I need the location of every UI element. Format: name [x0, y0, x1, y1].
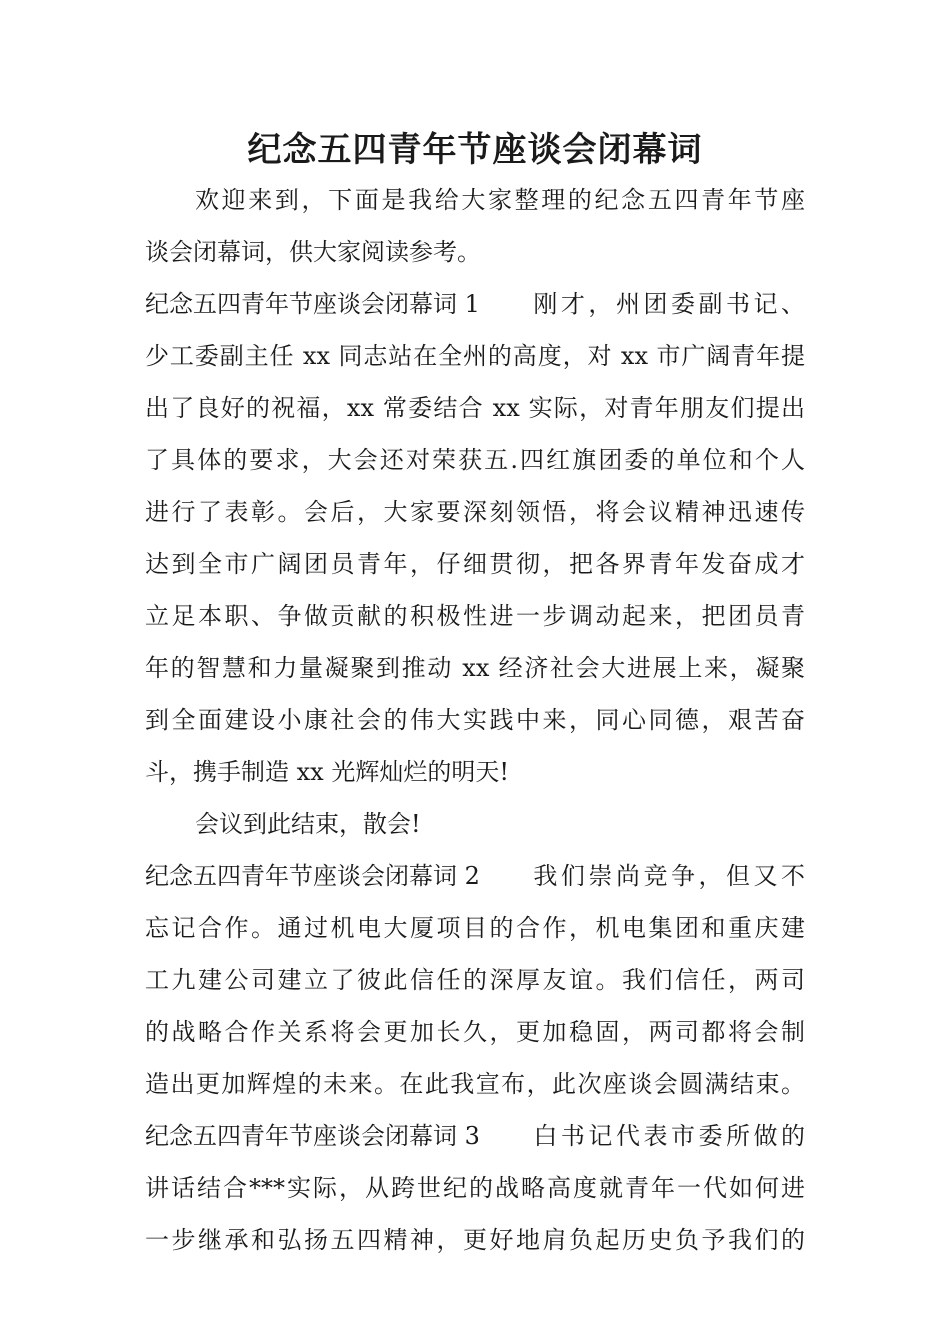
paragraph-line: 少工委副主任 xx 同志站在全州的高度，对 xx 市广阔青年提: [145, 342, 805, 370]
paragraph-line: 了具体的要求，大会还对荣获五.四红旗团委的单位和个人: [145, 446, 805, 474]
paragraph-line: 出了良好的祝福，xx 常委结合 xx 实际，对青年朋友们提出: [145, 394, 805, 422]
paragraph-line: 忘记合作。通过机电大厦项目的合作，机电集团和重庆建: [145, 914, 805, 942]
paragraph-line: 进行了表彰。会后，大家要深刻领悟，将会议精神迅速传: [145, 498, 805, 526]
section-heading-line: [145, 1110, 805, 1162]
section-heading: 纪念五四青年节座谈会闭幕词 2: [145, 862, 480, 890]
paragraph-line: 斗，携手制造 xx 光辉灿烂的明天!: [145, 758, 509, 786]
paragraph-text: 白书记代表市委所做的: [529, 1122, 805, 1150]
paragraph-text: 我们崇尚竞争，但又不: [529, 862, 805, 890]
paragraph-line: 会议到此结束，散会!: [195, 810, 421, 838]
paragraph-line: 工九建公司建立了彼此信任的深厚友谊。我们信任，两司: [145, 966, 805, 994]
section-heading: 纪念五四青年节座谈会闭幕词 3: [145, 1122, 480, 1150]
paragraph-line: 立足本职、争做贡献的积极性进一步调动起来，把团员青: [145, 602, 805, 630]
paragraph-line: 欢迎来到，下面是我给大家整理的纪念五四青年节座: [195, 186, 805, 214]
section-heading-line: [145, 278, 805, 330]
paragraph-line: 到全面建设小康社会的伟大实践中来，同心同德，艰苦奋: [145, 706, 805, 734]
paragraph-line: 谈会闭幕词，供大家阅读参考。: [145, 238, 481, 266]
section-heading-line: [145, 850, 805, 902]
section-heading: 纪念五四青年节座谈会闭幕词 1: [145, 290, 480, 318]
document-body: [145, 174, 805, 1266]
paragraph-line: 年的智慧和力量凝聚到推动 xx 经济社会大进展上来，凝聚: [145, 654, 805, 682]
paragraph-text: 刚才，州团委副书记、: [529, 290, 805, 318]
paragraph-line: 达到全市广阔团员青年，仔细贯彻，把各界青年发奋成才: [145, 550, 805, 578]
paragraph-line: 的战略合作关系将会更加长久，更加稳固，两司都将会制: [145, 1018, 805, 1046]
paragraph-line: 一步继承和弘扬五四精神，更好地肩负起历史负予我们的: [145, 1226, 805, 1254]
document-title: 纪念五四青年节座谈会闭幕词: [247, 130, 703, 170]
paragraph-line: 讲话结合***实际，从跨世纪的战略高度就青年一代如何进: [145, 1174, 805, 1202]
paragraph-line: 造出更加辉煌的未来。在此我宣布，此次座谈会圆满结束。: [145, 1070, 805, 1098]
